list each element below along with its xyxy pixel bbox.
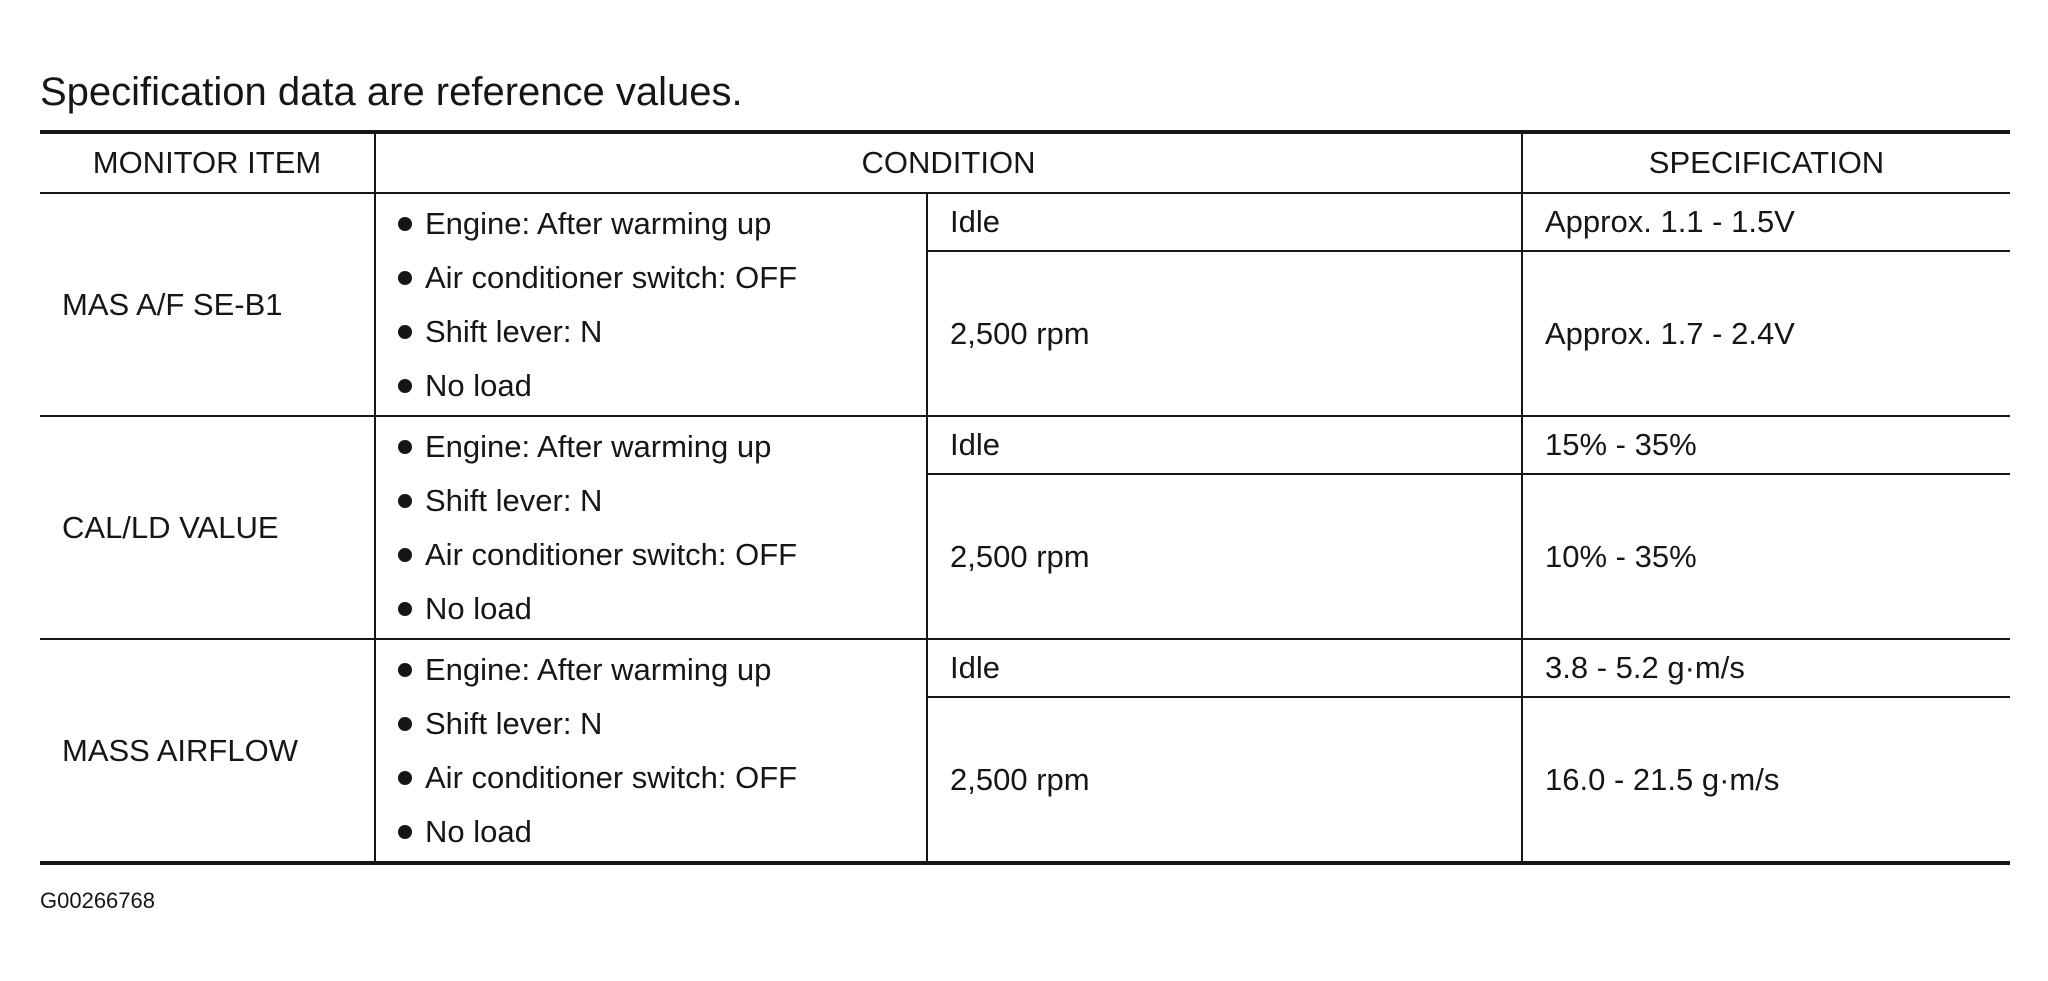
condition-item: Air conditioner switch: OFF [398,751,904,805]
header-monitor-item: MONITOR ITEM [40,132,375,193]
specification-cell: 16.0 - 21.5 g·m/s [1522,697,2010,863]
monitor-item-cell: MAS A/F SE-B1 [40,193,375,416]
condition-item: Engine: After warming up [398,643,904,697]
engine-state-cell: 2,500 rpm [927,251,1522,416]
header-condition: CONDITION [375,132,1522,193]
page-heading: Specification data are reference values. [40,70,743,114]
condition-item: Shift lever: N [398,697,904,751]
monitor-item-cell: CAL/LD VALUE [40,416,375,639]
figure-id: G00266768 [40,888,155,913]
condition-item: No load [398,582,904,636]
engine-state-cell: 2,500 rpm [927,474,1522,639]
engine-state-cell: Idle [927,416,1522,474]
condition-item: Shift lever: N [398,474,904,528]
condition-list [398,643,904,859]
condition-list [398,420,904,636]
engine-state-cell: Idle [927,639,1522,697]
table-row [40,639,2010,697]
engine-state-cell: 2,500 rpm [927,697,1522,863]
table-header-row [40,132,2010,193]
specification-cell: 15% - 35% [1522,416,2010,474]
specification-cell: Approx. 1.7 - 2.4V [1522,251,2010,416]
table-row [40,193,2010,251]
condition-item: Engine: After warming up [398,197,904,251]
engine-state-cell: Idle [927,193,1522,251]
table-row [40,416,2010,474]
condition-list-cell [375,193,927,416]
condition-item: No load [398,805,904,859]
specification-cell: 3.8 - 5.2 g·m/s [1522,639,2010,697]
specification-cell: Approx. 1.1 - 1.5V [1522,193,2010,251]
specification-cell: 10% - 35% [1522,474,2010,639]
monitor-item-cell: MASS AIRFLOW [40,639,375,863]
condition-item: Engine: After warming up [398,420,904,474]
condition-item: Air conditioner switch: OFF [398,528,904,582]
condition-item: Shift lever: N [398,305,904,359]
condition-list [398,197,904,413]
condition-item: No load [398,359,904,413]
condition-list-cell [375,416,927,639]
header-specification: SPECIFICATION [1522,132,2010,193]
condition-list-cell [375,639,927,863]
condition-item: Air conditioner switch: OFF [398,251,904,305]
specification-table [40,130,2010,865]
